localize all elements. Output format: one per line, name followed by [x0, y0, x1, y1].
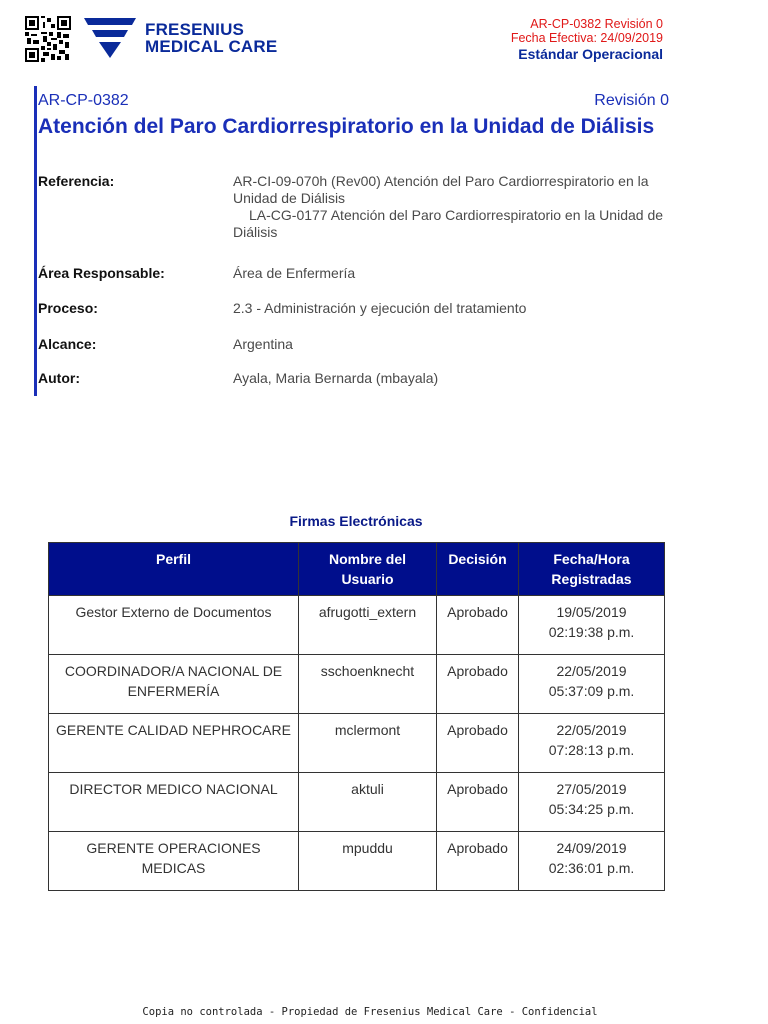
cell-fecha: 19/05/2019	[556, 604, 627, 620]
cell-usuario: afrugotti_extern	[299, 596, 437, 655]
field-value-autor: Ayala, Maria Bernarda (mbayala)	[233, 370, 439, 386]
cell-hora: 05:34:25 p.m.	[548, 801, 635, 817]
table-row	[49, 655, 665, 714]
field-value-referencia	[233, 173, 673, 241]
cell-fecha: 27/05/2019	[556, 781, 627, 797]
header-effective-date: Fecha Efectiva: 24/09/2019	[510, 31, 663, 45]
brand-name	[145, 21, 277, 55]
reference-line-2: LA-CG-0177 Atención del Paro Cardiorrespiratorio en la Unidad de Diálisis	[233, 207, 664, 240]
cell-usuario: mclermont	[299, 714, 437, 773]
header-standard: Estándar Operacional	[518, 46, 663, 62]
cell-perfil: COORDINADOR/A NACIONAL DE ENFERMERÍA	[49, 655, 299, 714]
column-header-perfil: Perfil	[49, 543, 299, 596]
cell-perfil: DIRECTOR MEDICO NACIONAL	[49, 773, 299, 832]
column-header-usuario: Nombre del Usuario	[299, 543, 437, 596]
table-header-row	[49, 543, 665, 596]
cell-fecha-hora	[519, 714, 665, 773]
cell-decision: Aprobado	[437, 832, 519, 891]
cell-fecha-hora	[519, 596, 665, 655]
field-value-area: Área de Enfermería	[233, 265, 356, 281]
cell-perfil: GERENTE CALIDAD NEPHROCARE	[49, 714, 299, 773]
cell-fecha: 22/05/2019	[556, 663, 627, 679]
field-value-proceso: 2.3 - Administración y ejecución del tratamiento	[233, 300, 527, 316]
table-row	[49, 773, 665, 832]
field-label-proceso: Proceso:	[38, 300, 98, 316]
cell-fecha-hora	[519, 832, 665, 891]
cell-fecha-hora	[519, 773, 665, 832]
column-header-decision: Decisión	[437, 543, 519, 596]
header-doc-revision: AR-CP-0382 Revisión 0	[530, 17, 663, 31]
cell-hora: 02:19:38 p.m.	[548, 624, 635, 640]
table-row	[49, 714, 665, 773]
document-title: Atención del Paro Cardiorrespiratorio en la Unidad de Diálisis	[38, 115, 655, 138]
table-row	[49, 832, 665, 891]
signatures-title: Firmas Electrónicas	[289, 513, 423, 529]
cell-decision: Aprobado	[437, 714, 519, 773]
footer-notice: Copia no controlada - Propiedad de Fresenius Medical Care - Confidencial	[142, 1006, 598, 1018]
column-header-fecha: Fecha/Hora Registradas	[519, 543, 665, 596]
brand-line-2: MEDICAL CARE	[145, 37, 278, 56]
document-revision: Revisión 0	[594, 92, 669, 109]
field-label-alcance: Alcance:	[38, 336, 97, 352]
signatures-table	[48, 542, 665, 891]
cell-fecha-hora	[519, 655, 665, 714]
cell-hora: 05:37:09 p.m.	[548, 683, 635, 699]
cell-usuario: aktuli	[299, 773, 437, 832]
cell-perfil: GERENTE OPERACIONES MEDICAS	[49, 832, 299, 891]
table-row	[49, 596, 665, 655]
cell-fecha: 24/09/2019	[556, 840, 627, 856]
cell-perfil: Gestor Externo de Documentos	[49, 596, 299, 655]
cell-decision: Aprobado	[437, 596, 519, 655]
cell-decision: Aprobado	[437, 655, 519, 714]
cell-hora: 07:28:13 p.m.	[548, 742, 635, 758]
field-label-referencia: Referencia:	[38, 173, 115, 189]
cell-usuario: mpuddu	[299, 832, 437, 891]
field-label-area: Área Responsable:	[38, 265, 165, 281]
brand-line-1: FRESENIUS	[145, 20, 245, 39]
accent-bar	[34, 86, 37, 396]
fresenius-logo-icon	[84, 18, 136, 58]
cell-decision: Aprobado	[437, 773, 519, 832]
field-label-autor: Autor:	[38, 370, 80, 386]
cell-usuario: sschoenknecht	[299, 655, 437, 714]
reference-line-1: AR-CI-09-070h (Rev00) Atención del Paro Cardiorrespiratorio en la Unidad de Diálisis	[233, 173, 649, 206]
qr-code-icon	[25, 16, 71, 62]
document-code: AR-CP-0382	[38, 92, 129, 109]
field-value-alcance: Argentina	[233, 336, 293, 352]
header-meta	[511, 17, 663, 61]
cell-hora: 02:36:01 p.m.	[548, 860, 635, 876]
cell-fecha: 22/05/2019	[556, 722, 627, 738]
